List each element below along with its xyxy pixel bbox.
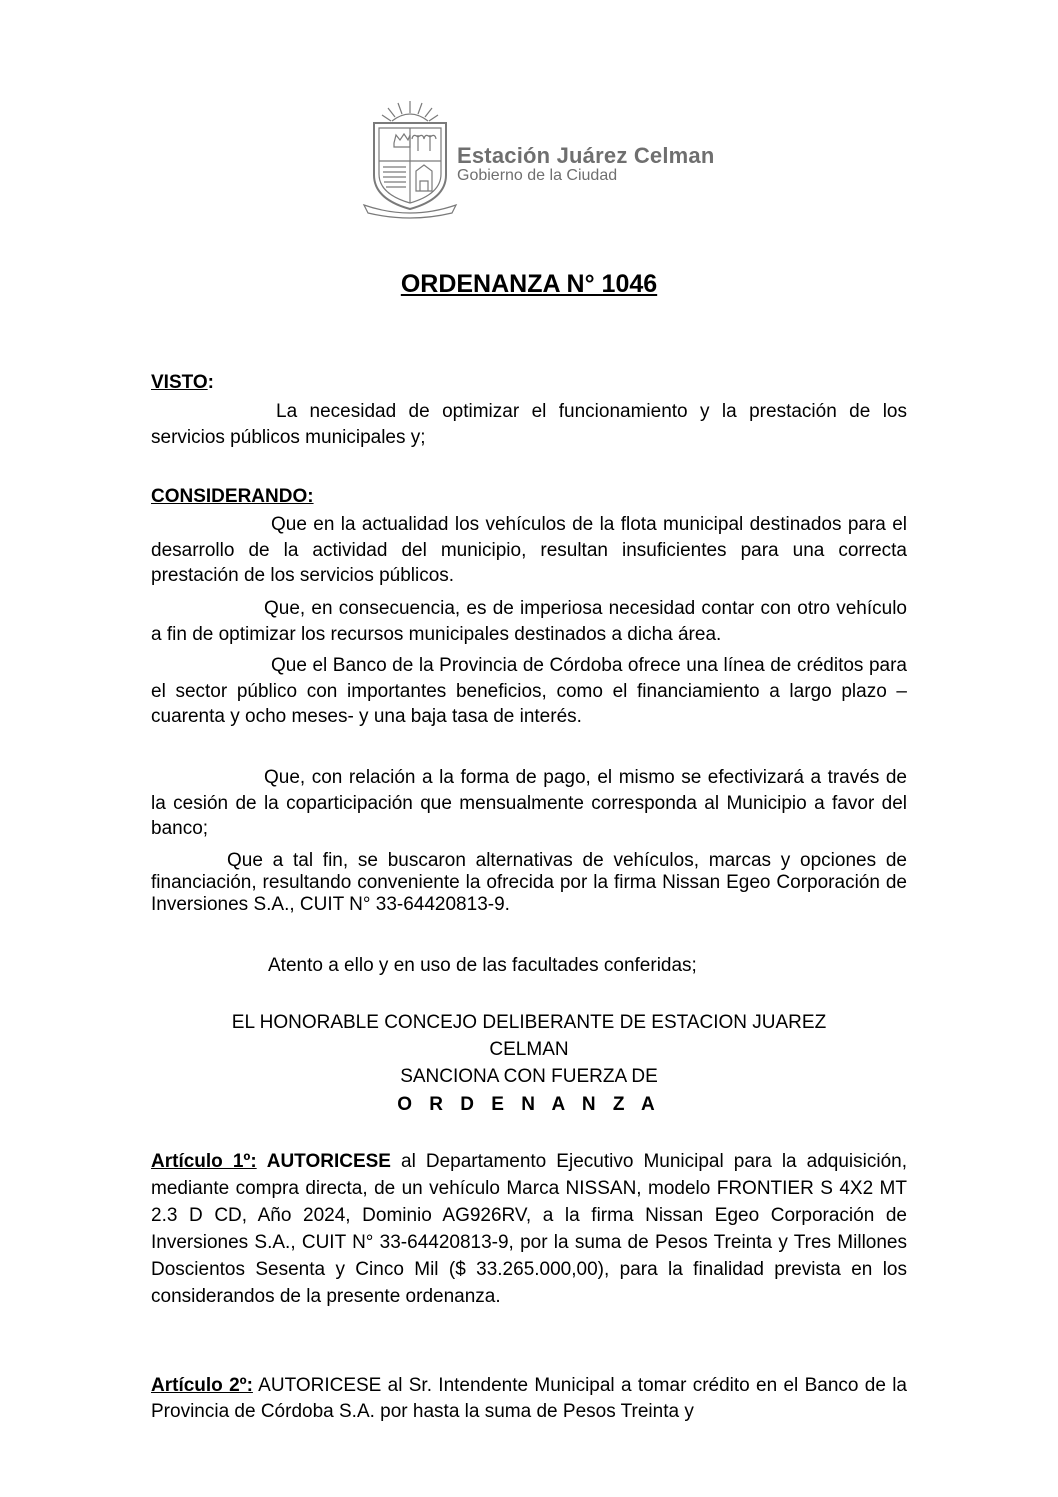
article-1-text: al Departamento Ejecutivo Municipal para la adquisición, mediante compra directa, de un vehículo Marca NISSAN, modelo FRONTIER S 4X2 MT 2.3 D CD, Año 2024, Dominio AG926RV, a la firma Nissan Egeo Corporación de Inversiones S.A., CUIT N° 33-64420813-9, por la suma de Pesos Treinta y Tres Millones Doscientos Sesenta y Cinco Mil ($ 33.265.000,00), para la finalidad prevista en los considerandos de la presente ordenanza. <box>151 1151 908 1307</box>
resolution-line-3: SANCIONA CON FUERZA DE <box>400 1066 658 1087</box>
considerando-heading: CONSIDERANDO: <box>151 486 314 507</box>
article-2-text: AUTORICESE al Sr. Intendente Municipal a tomar crédito en el Banco de la Provincia de Córdoba S.A. por hasta la suma de Pesos Treinta y <box>151 1375 907 1422</box>
considerando-paragraph-5: Que a tal fin, se buscaron alternativas de vehículos, marcas y opciones de financiación, resultando conveniente la ofrecida por la firma Nissan Egeo Corporación de Inversiones S.A., CUIT N° 33-64420813-9. <box>151 850 907 915</box>
atento-text: Atento a ello y en uso de las facultades conferidas; <box>268 955 697 976</box>
letterhead <box>360 95 760 220</box>
resolution-line-1: EL HONORABLE CONCEJO DELIBERANTE DE ESTACION JUAREZ <box>231 1012 827 1033</box>
document-title: ORDENANZA N° 1046 <box>400 270 658 298</box>
visto-label: VISTO <box>151 372 208 393</box>
resolution-line-2: CELMAN <box>489 1039 569 1060</box>
article-2 <box>151 1373 907 1425</box>
article-1-label: Artículo 1º: <box>151 1151 257 1172</box>
visto-heading: VISTO: <box>151 372 214 393</box>
considerando-paragraph-1: Que en la actualidad los vehículos de la flota municipal destinados para el desarrollo de la actividad del municipio, resultan insuficientes para una correcta prestación de los servicios públicos. <box>151 514 907 586</box>
considerando-paragraph-2: Que, en consecuencia, es de imperiosa necesidad contar con otro vehículo a fin de optimizar los recursos municipales destinados a dicha área. <box>151 598 907 645</box>
brand-name: Estación Juárez Celman <box>457 143 715 168</box>
resolution-ordenanza: O R D E N A N Z A <box>397 1094 661 1115</box>
article-2-label: Artículo 2º: <box>151 1375 253 1396</box>
city-seal-logo <box>360 95 460 219</box>
considerando-paragraph-3: Que el Banco de la Provincia de Córdoba ofrece una línea de créditos para el sector público con importantes beneficios, como el financiamiento a largo plazo –cuarenta y ocho meses- y una baja tasa de interés. <box>151 655 907 727</box>
article-1-keyword: AUTORICESE <box>266 1151 391 1172</box>
visto-text: La necesidad de optimizar el funcionamiento y la prestación de los servicios públicos municipales y; <box>151 401 907 448</box>
brand-subtitle: Gobierno de la Ciudad <box>457 167 618 184</box>
article-1 <box>151 1148 907 1310</box>
considerando-paragraph-4: Que, con relación a la forma de pago, el mismo se efectivizará a través de la cesión de la coparticipación que mensualmente corresponda al Municipio a favor del banco; <box>151 767 907 839</box>
